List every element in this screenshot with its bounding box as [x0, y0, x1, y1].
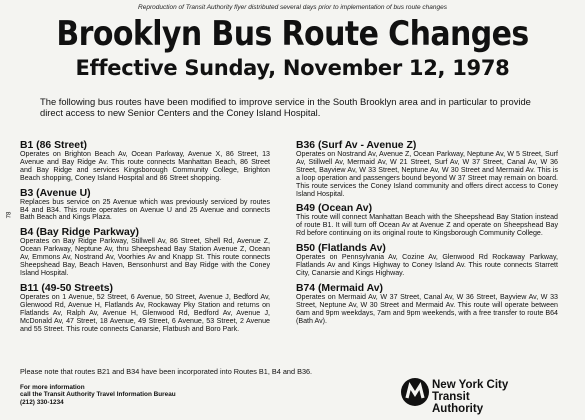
route-description: Operates on Bay Ridge Parkway, Stillwell Av, 86 Street, Shell Rd, Avenue Z, Ocean Parkway, Neptune Av, thru Sheepshead Bay Station Avenue Z, Ocean Av, Emmons Av, Nostrand Av, Voorhies Av and Knapp St. This route connects Sheepshead Bay, Beach Haven, Bensonhurst and Bay Ridge with the Coney Island Hospital. — [20, 237, 270, 277]
route-name: B11 (49-50 Streets) — [20, 282, 113, 294]
route-b49 — [296, 203, 558, 238]
side-page-mark: 78 — [6, 211, 13, 219]
agency-line: Transit — [432, 391, 470, 403]
intro-paragraph: The following bus routes have been modified to improve service in the South Brooklyn area and in particular to provide direct access to new Senior Centers and the Coney Island Hospital. — [40, 96, 531, 118]
route-description: This route will connect Manhattan Beach with the Sheepshead Bay Station instead of route B1. It will turn off Ocean Av at Avenue Z and operate on Sheepshead Bay Rd before continuing on its original route to Kingsborough Community College. — [296, 213, 558, 238]
route-name: B50 (Flatlands Av) — [296, 243, 386, 255]
page-title: Brooklyn Bus Route Changes — [56, 15, 529, 55]
route-description: Operates on 1 Avenue, 52 Street, 6 Avenue, 50 Street, Avenue J, Bedford Av, Glenwood Rd, Avenue H, Flatlands Av, Rockaway Pky Station and returns on Flatlands Av, Ralph Av, Avenue H, Glenwood Rd, Bedford Av, Avenue J, McDonald Av, 47 Street, 18 Avenue, 49 Street, 6 Avenue, 53 Street, 2 Avenue and 55 Street. This route connects Canarsie, Flatbush and Boro Park. — [20, 292, 270, 333]
reproduction-note: Reproduction of Transit Authority flyer distributed several days prior to implementation of bus route changes — [138, 4, 447, 11]
route-description: Operates on Pennsylvania Av, Cozine Av, Glenwood Rd Rockaway Parkway, Flatlands Av and Kings Highway to Coney Island Av. This route connects Starrett City, Canarsie and Kings Highway. — [296, 253, 558, 277]
route-description: Operates on Mermaid Av, W 37 Street, Canal Av, W 36 Street, Bayview Av, W 33 Street, Neptune Av, W 30 Street and Mermaid Av. This route will operate between 6am and 9pm weekdays, 7am and 9pm weekends, with a free transfer to route B64 (Bath Av). — [296, 292, 558, 325]
route-b4 — [20, 227, 270, 278]
route-b3 — [20, 188, 270, 223]
phone-number: (212) 330-1234 — [20, 398, 64, 406]
route-b11 — [20, 283, 270, 334]
route-name: B3 (Avenue U) — [20, 187, 91, 199]
route-name: B4 (Bay Ridge Parkway) — [20, 227, 139, 239]
mta-m-logo-icon — [400, 377, 430, 407]
agency-line: New York City — [432, 379, 509, 391]
info-line: For more information — [20, 384, 85, 391]
info-block — [20, 384, 176, 406]
effective-date-subtitle: Effective Sunday, November 12, 1978 — [75, 56, 510, 80]
route-name: B36 (Surf Av - Avenue Z) — [296, 140, 417, 151]
route-b50 — [296, 243, 558, 278]
route-name: B1 (86 Street) — [20, 140, 87, 151]
route-name: B49 (Ocean Av) — [296, 203, 373, 215]
incorporation-note: Please note that routes B21 and B34 have been incorporated into Routes B1, B4 and B36. — [20, 367, 313, 376]
route-description: Operates on Brighton Beach Av, Ocean Parkway, Avenue X, 86 Street, 13 Avenue and Bay Ridge Av. This route connects Manhattan Beach, 86 Street and Bay Ridge and services Kingsborough Community College, Brighton Beach shopping, Coney Island Hospital and 86 Street shopping. — [20, 150, 270, 182]
routes-right-column — [296, 140, 558, 331]
route-b36 — [296, 140, 558, 198]
route-description: Operates on Nostrand Av, Avenue Z, Ocean Parkway, Neptune Av, W 5 Street, Surf Av, Stillwell Av, Mermaid Av, W 21 Street, Surf Av, W 37 Street, Canal Av, W 36 Street, Bayview Av, W 33 Street, Neptune Av, W 30 Street and Mermaid Av. This is a loop operation and passengers bound beyond W 37 Street may remain on board. This route services the Coney Island community and offers direct access to Coney Island Hospital. — [296, 150, 558, 198]
info-line: call the Transit Authority Travel Information Bureau — [20, 391, 176, 399]
agency-line: Authority — [432, 403, 484, 415]
route-b74 — [296, 283, 558, 326]
route-description: Replaces bus service on 25 Avenue which was previously serviced by routes B4 and B34. This route operates on Avenue U and 25 Avenue and connects Bath Beach and Kings Plaza. — [20, 197, 270, 222]
routes-left-column — [20, 140, 270, 338]
agency-branding — [400, 377, 585, 417]
agency-name — [432, 379, 508, 415]
route-name: B74 (Mermaid Av) — [296, 282, 383, 294]
route-b1 — [20, 140, 270, 183]
